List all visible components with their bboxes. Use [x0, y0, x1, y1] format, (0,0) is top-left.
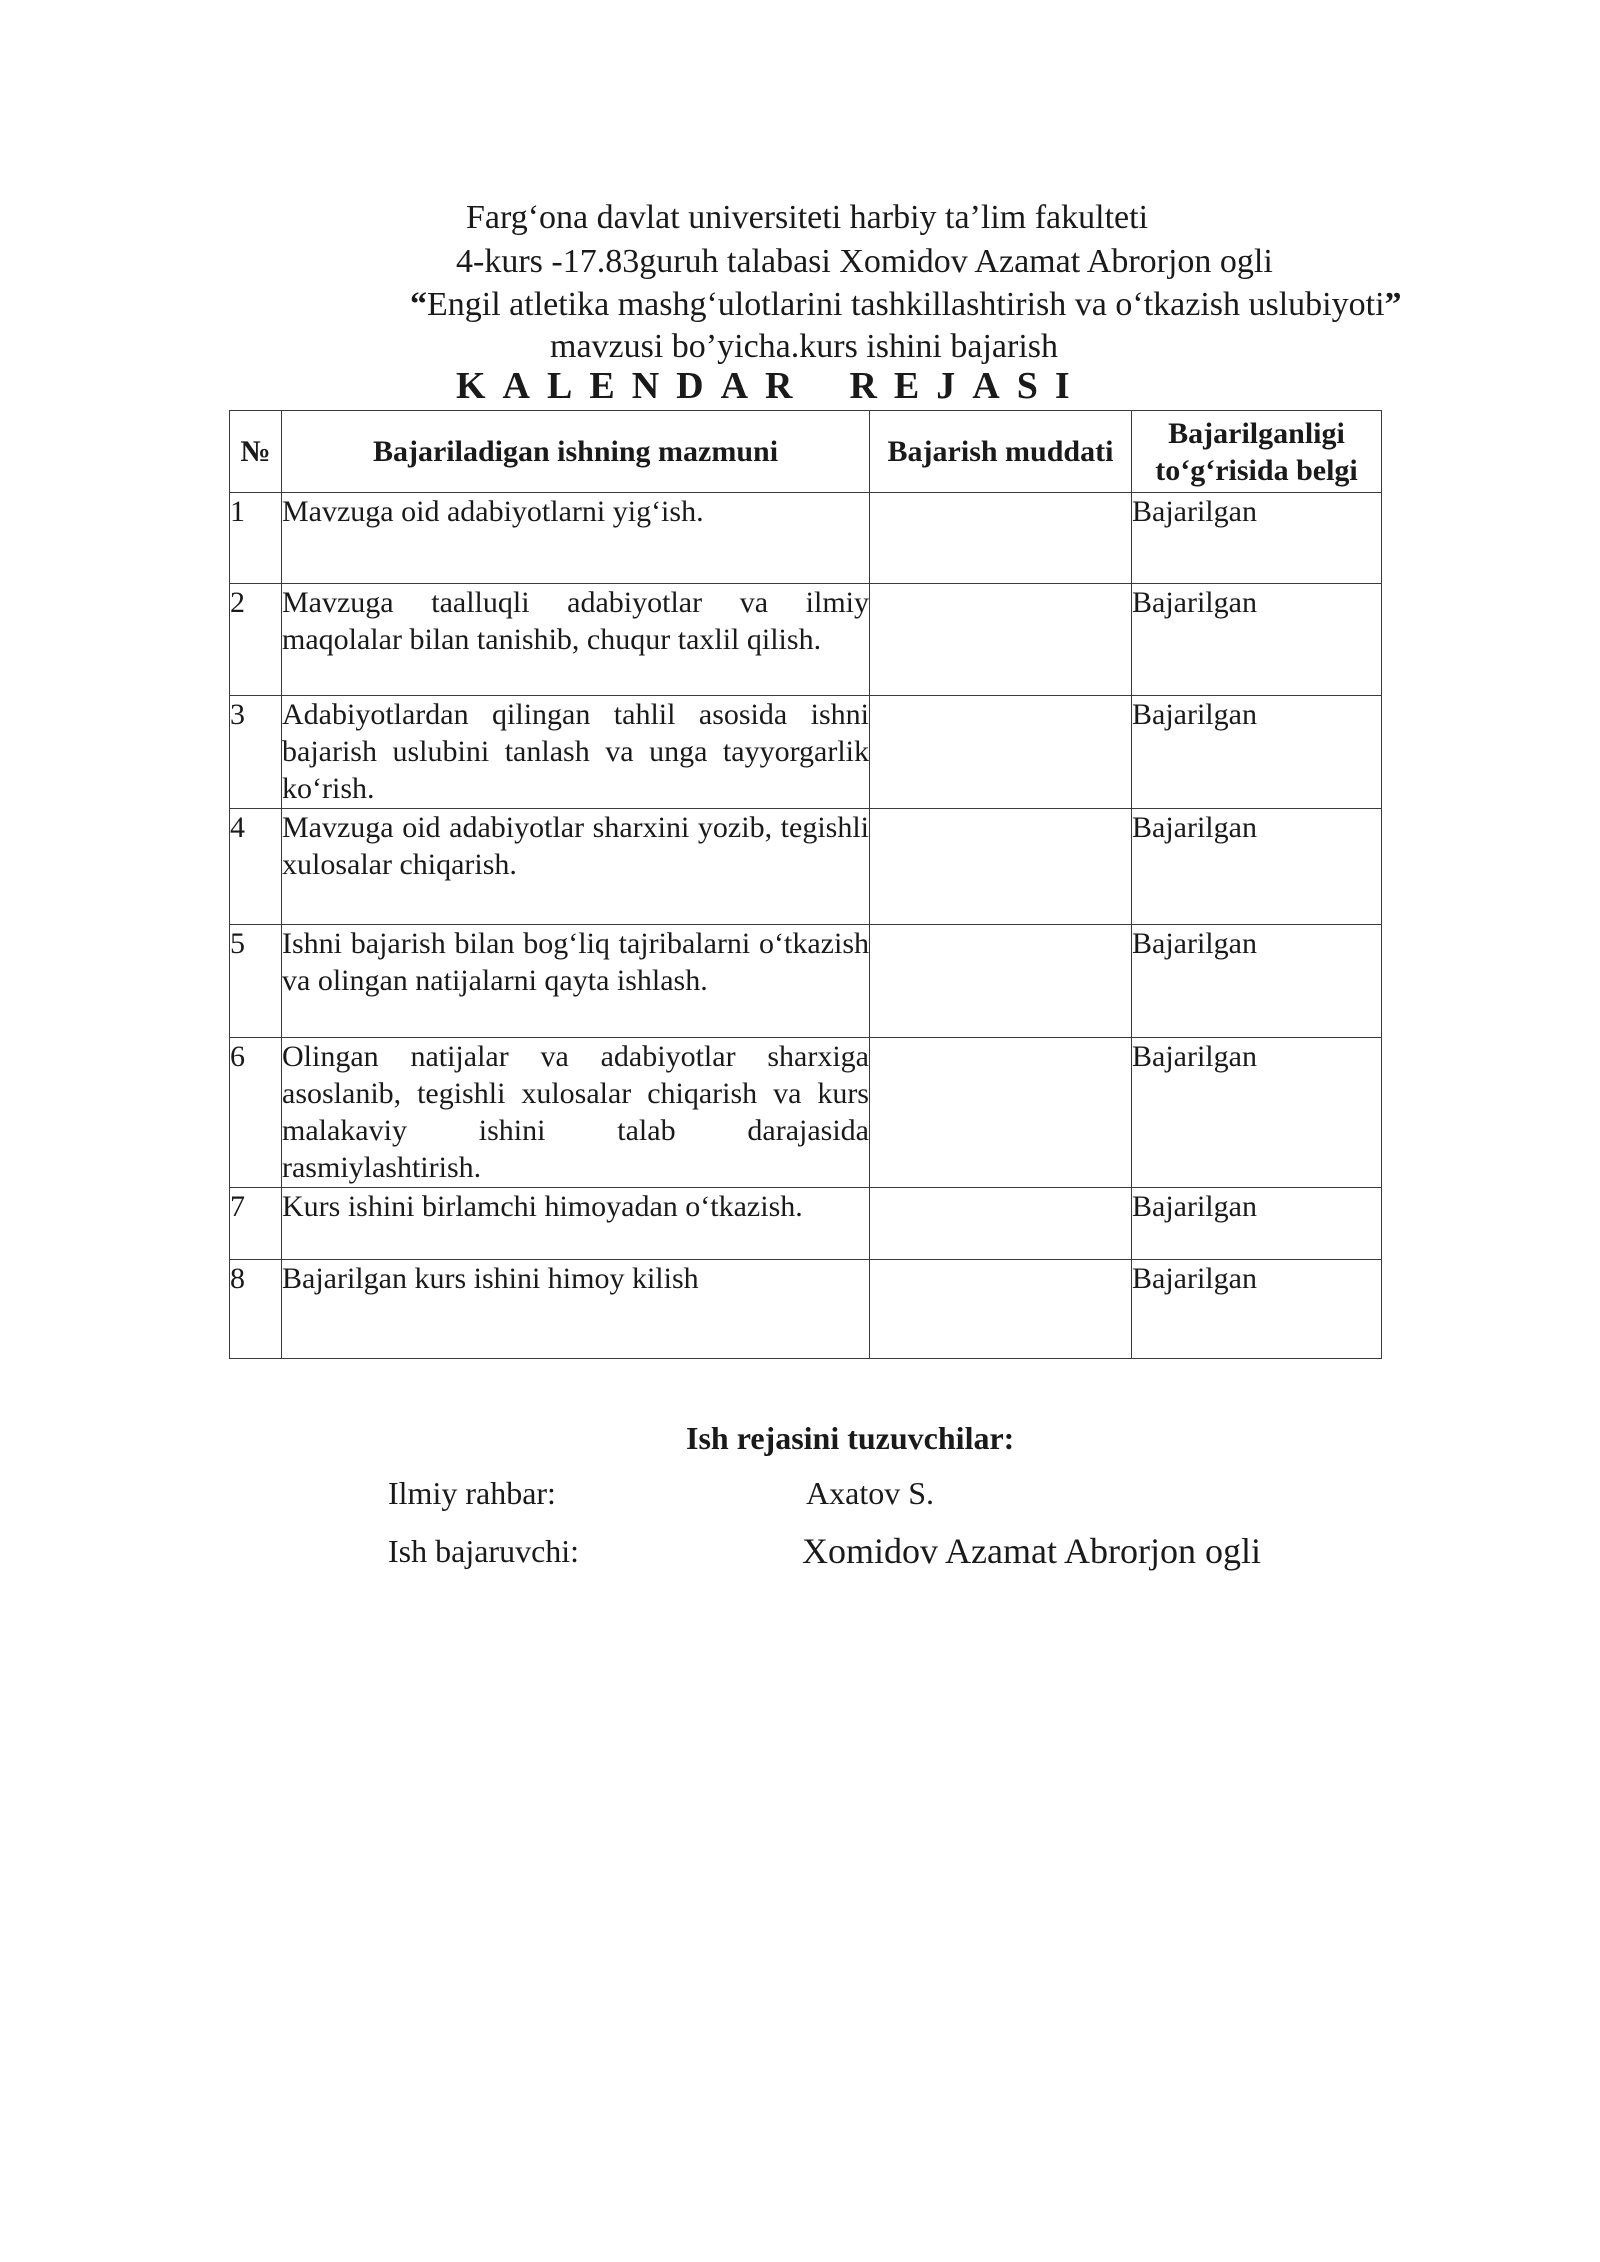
calendar-plan-table	[229, 410, 1382, 1359]
row-number: 6	[230, 1038, 282, 1188]
supervisor-label: Ilmiy rahbar:	[388, 1475, 556, 1511]
row-task: Mavzuga oid adabiyotlarni yig‘ish.	[282, 493, 870, 584]
table-row	[230, 925, 1382, 1038]
row-task: Ishni bajarish bilan bog‘liq tajribalarni o‘tkazish va olingan natijalarni qayta ishlash.	[282, 925, 870, 1038]
table-header-row	[230, 411, 1382, 493]
row-mark: Bajarilgan	[1132, 809, 1382, 925]
row-term	[870, 925, 1132, 1038]
row-mark: Bajarilgan	[1132, 925, 1382, 1038]
row-task: Olingan natijalar va adabiyotlar sharxiga asoslanib, tegishli xulosalar chiqarish va kurs malakaviy ishini talab darajasida rasmiylashtirish.	[282, 1038, 870, 1188]
table-row	[230, 493, 1382, 584]
signatories-heading: Ish rejasini tuzuvchilar:	[686, 1420, 1015, 1456]
header-course-line: mavzusi bo’yicha.kurs ishini bajarish	[550, 328, 1059, 365]
topic-close-quote: ”	[1384, 286, 1402, 323]
row-term	[870, 1188, 1132, 1260]
row-task: Mavzuga oid adabiyotlar sharxini yozib, tegishli xulosalar chiqarish.	[282, 809, 870, 925]
table-row	[230, 1260, 1382, 1359]
topic-text: Engil atletika mashg‘ulotlarini tashkillashtirish va o‘tkazish uslubiyoti	[427, 286, 1385, 323]
row-task: Bajarilgan kurs ishini himoy kilish	[282, 1260, 870, 1359]
topic-open-quote: “	[410, 286, 427, 323]
column-header-number: №	[230, 411, 282, 493]
row-term	[870, 809, 1132, 925]
row-task: Adabiyotlardan qilingan tahlil asosida ishni bajarish uslubini tanlash va unga tayyorgarlik ko‘rish.	[282, 696, 870, 809]
table-row	[230, 696, 1382, 809]
executor-label: Ish bajaruvchi:	[388, 1533, 580, 1569]
row-term	[870, 1260, 1132, 1359]
document-title	[456, 364, 1087, 408]
header-student-line: 4-kurs -17.83guruh talabasi Xomidov Azamat Abrorjon ogli	[456, 243, 1273, 280]
row-term	[870, 493, 1132, 584]
title-word-rejasi: REJASI	[849, 365, 1087, 407]
row-mark: Bajarilgan	[1132, 1260, 1382, 1359]
row-number: 2	[230, 584, 282, 696]
row-mark: Bajarilgan	[1132, 584, 1382, 696]
column-header-mark: Bajarilganligi to‘g‘risida belgi	[1132, 411, 1382, 493]
column-header-task: Bajariladigan ishning mazmuni	[282, 411, 870, 493]
row-term	[870, 1038, 1132, 1188]
row-number: 7	[230, 1188, 282, 1260]
table-row	[230, 1038, 1382, 1188]
row-term	[870, 696, 1132, 809]
table-row	[230, 809, 1382, 925]
row-mark: Bajarilgan	[1132, 493, 1382, 584]
row-mark: Bajarilgan	[1132, 1038, 1382, 1188]
row-number: 8	[230, 1260, 282, 1359]
row-mark: Bajarilgan	[1132, 696, 1382, 809]
header-topic-line	[410, 285, 1402, 325]
row-task: Mavzuga taalluqli adabiyotlar va ilmiy maqolalar bilan tanishib, chuqur taxlil qilish.	[282, 584, 870, 696]
column-header-term: Bajarish muddati	[870, 411, 1132, 493]
row-number: 1	[230, 493, 282, 584]
row-term	[870, 584, 1132, 696]
row-number: 5	[230, 925, 282, 1038]
executor-name: Xomidov Azamat Abrorjon ogli	[802, 1531, 1261, 1571]
supervisor-name: Axatov S.	[806, 1475, 934, 1511]
row-mark: Bajarilgan	[1132, 1188, 1382, 1260]
row-number: 3	[230, 696, 282, 809]
table-row	[230, 1188, 1382, 1260]
header-university-line: Farg‘ona davlat universiteti harbiy ta’lim fakulteti	[466, 199, 1149, 236]
title-word-kalendar: KALENDAR	[456, 365, 810, 407]
table-row	[230, 584, 1382, 696]
row-task: Kurs ishini birlamchi himoyadan o‘tkazish.	[282, 1188, 870, 1260]
row-number: 4	[230, 809, 282, 925]
